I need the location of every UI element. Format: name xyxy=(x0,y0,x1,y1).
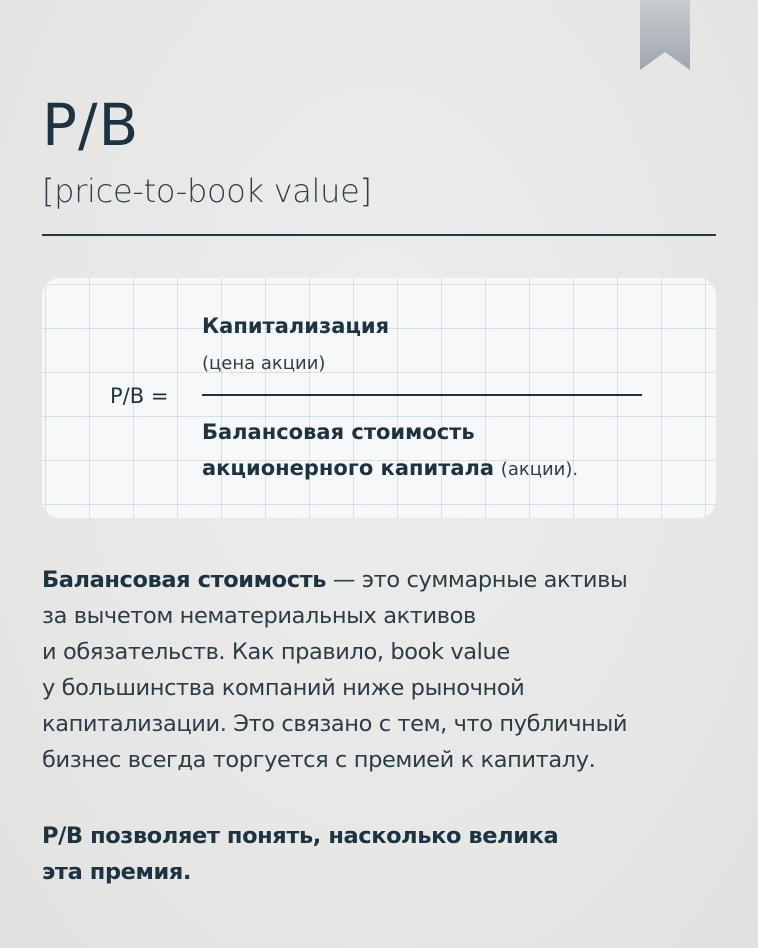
formula-denominator-note: (акции). xyxy=(500,459,579,480)
conclusion-paragraph xyxy=(42,818,722,890)
definition-line: бизнес всегда торгуется с премией к капиталу. xyxy=(42,747,596,773)
formula-denominator-bold: акционерного капитала xyxy=(202,456,495,480)
conclusion-line: эта премия. xyxy=(42,859,192,885)
definition-term: Балансовая стоимость xyxy=(42,567,327,593)
formula-lhs: P/B = xyxy=(110,384,169,408)
bookmark-icon xyxy=(640,0,690,70)
definition-paragraph xyxy=(42,562,722,778)
page-subtitle: [price-to-book value] xyxy=(42,172,372,210)
definition-line: у большинства компаний ниже рыночной xyxy=(42,675,525,701)
formula-denominator-line1: Балансовая стоимость xyxy=(202,420,475,444)
definition-line1-rest: — это суммарные активы xyxy=(326,567,628,593)
formula-numerator: Капитализация xyxy=(202,314,390,338)
formula-numerator-note: (цена акции) xyxy=(202,353,326,374)
conclusion-line: P/B позволяет понять, насколько велика xyxy=(42,823,559,849)
formula-denominator-line2 xyxy=(202,456,578,480)
formula-card xyxy=(42,278,716,518)
definition-line: капитализации. Это связано с тем, что публичный xyxy=(42,711,628,737)
fraction-line xyxy=(202,394,642,396)
title-divider xyxy=(42,234,716,236)
page-title: P/B xyxy=(42,91,140,159)
definition-line: за вычетом нематериальных активов xyxy=(42,603,476,629)
definition-line: и обязательств. Как правило, book value xyxy=(42,639,510,665)
definition-line xyxy=(42,562,722,598)
